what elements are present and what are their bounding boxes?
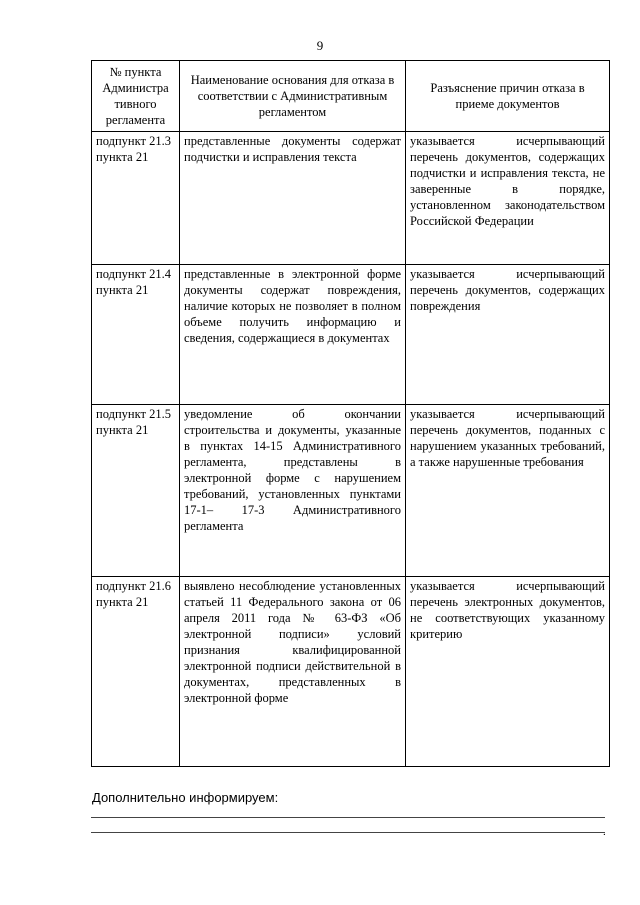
cell-point: подпункт 21.5 пункта 21 xyxy=(92,405,180,577)
header-refusal-basis: Наименование основания для отказа в соответствии с Административным регламентом xyxy=(180,61,406,132)
cell-explanation: указывается исчерпывающий перечень электронных документов, не соответствующих указанному критерию xyxy=(406,577,610,767)
cell-point: подпункт 21.6 пункта 21 xyxy=(92,577,180,767)
trailing-dot: . xyxy=(603,826,606,838)
page-number: 9 xyxy=(316,38,324,53)
refusal-reasons-table xyxy=(91,60,610,767)
fill-in-line xyxy=(91,832,605,833)
table-row xyxy=(92,132,610,265)
cell-point: подпункт 21.3 пункта 21 xyxy=(92,132,180,265)
cell-basis: представленные документы содержат подчистки и исправления текста xyxy=(180,132,406,265)
cell-explanation: указывается исчерпывающий перечень документов, содержащих повреждения xyxy=(406,265,610,405)
header-refusal-explanation: Разъяснение причин отказа в приеме документов xyxy=(406,61,610,132)
cell-basis: выявлено несоблюдение установленных статьей 11 Федерального закона от 06 апреля 2011 года № 63-ФЗ «Об электронной подписи» условий признания квалифицированной электронной подписи действительной в документах, представленных в электронной форме xyxy=(180,577,406,767)
fill-in-line xyxy=(91,817,605,818)
additional-info-label: Дополнительно информируем: xyxy=(92,790,279,805)
cell-point: подпункт 21.4 пункта 21 xyxy=(92,265,180,405)
header-point-number: № пункта Администра тивного регламента xyxy=(92,61,180,132)
cell-explanation: указывается исчерпывающий перечень документов, содержащих подчистки и исправления текста, не заверенные в порядке, установленном законодательством Российской Федерации xyxy=(406,132,610,265)
cell-basis: уведомление об окончании строительства и документы, указанные в пунктах 14-15 Административного регламента, представлены в электронной форме с нарушением требований, установленных пунктами 17-1– 17-3 Административного регламента xyxy=(180,405,406,577)
cell-explanation: указывается исчерпывающий перечень документов, поданных с нарушением указанных требований, а также нарушенные требования xyxy=(406,405,610,577)
table-row xyxy=(92,405,610,577)
table-header-row xyxy=(92,61,610,132)
table-row xyxy=(92,577,610,767)
cell-basis: представленные в электронной форме документы содержат повреждения, наличие которых не позволяет в полном объеме получить информацию и сведения, содержащиеся в документах xyxy=(180,265,406,405)
table-row xyxy=(92,265,610,405)
